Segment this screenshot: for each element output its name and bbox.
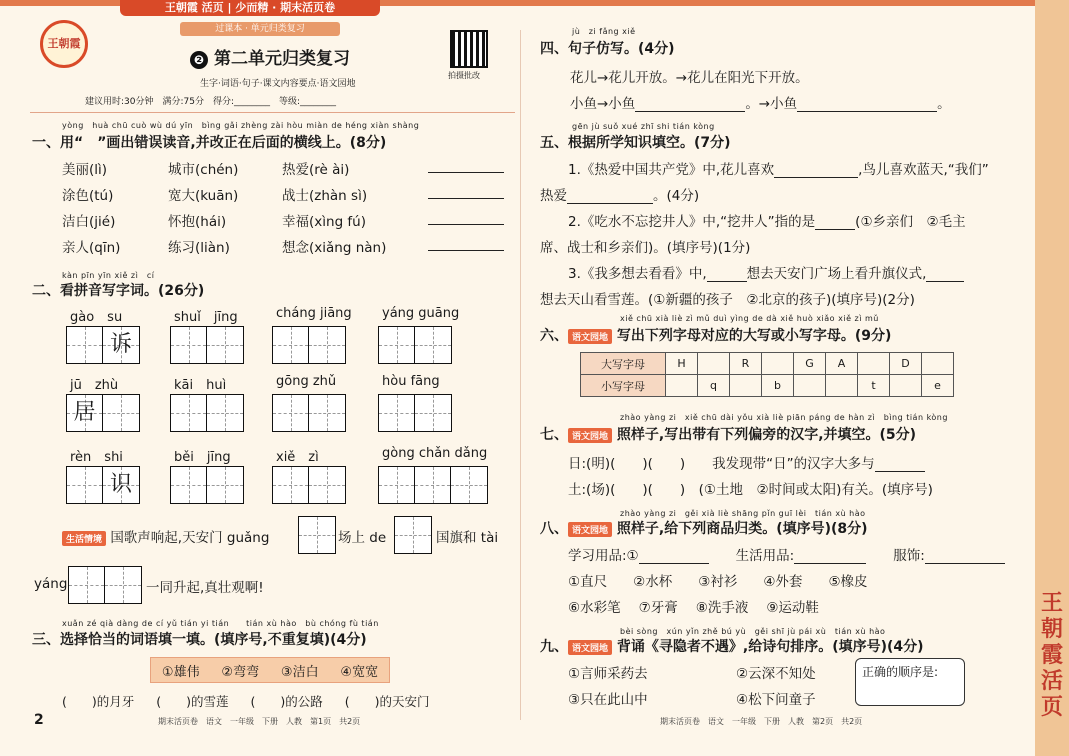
- writing-cell[interactable]: [171, 467, 207, 503]
- life-tag: 生活情境: [62, 531, 106, 546]
- writing-cell[interactable]: [379, 395, 415, 431]
- s5-q3-b: 想去天安门广场上看升旗仪式,: [746, 266, 927, 282]
- s1-item: 幸福(xìng fú): [282, 214, 366, 230]
- s1-item: 亲人(qīn): [62, 240, 121, 256]
- writing-cell[interactable]: [451, 467, 487, 503]
- s4-line2-b: 。→小鱼: [745, 96, 798, 112]
- writing-cell[interactable]: [273, 327, 309, 363]
- writing-box[interactable]: [170, 326, 244, 364]
- life-line-1: [62, 526, 269, 546]
- s7-r1: 日:(明)( )( ): [568, 456, 686, 472]
- answer-label: 正确的顺序是:: [862, 665, 939, 679]
- s3-blanks: [62, 692, 430, 710]
- s5-q3-line2: 想去天山看雪莲。(①新疆的孩子 ②北京的孩子)(填序号)(2分): [540, 292, 915, 308]
- s1-item: 练习(liàn): [168, 240, 230, 256]
- option-3: ③洁白: [280, 664, 319, 680]
- pinyin-label: hòu fāng: [382, 374, 440, 389]
- s9-title: 九、 语文园地 背诵《寻隐者不遇》,给诗句排序。(填序号)(4分): [540, 639, 924, 655]
- upper-letter-cell[interactable]: G: [794, 353, 826, 375]
- pinyin-label: běi jīng: [174, 450, 231, 465]
- writing-box[interactable]: [170, 466, 244, 504]
- poem-line-2: ②云深不知处: [736, 666, 816, 682]
- writing-cell[interactable]: [207, 467, 243, 503]
- s5-q2-line2: 席、战士和乡亲们)。(填序号)(1分): [540, 240, 751, 256]
- s1-item: 涂色(tú): [62, 188, 114, 204]
- lower-label: 小写字母: [581, 375, 666, 397]
- s4-title: 四、句子仿写。(4分): [540, 41, 675, 57]
- s4-blank-1[interactable]: [635, 111, 745, 112]
- s7-r1b: 我发现带“日”的汉字大多与: [712, 456, 875, 472]
- writing-box[interactable]: [378, 466, 488, 504]
- s1-item: 想念(xiǎng nàn): [282, 240, 387, 256]
- s2-title: 二、看拼音写字词。(26分): [32, 283, 205, 299]
- item-4: ④外套: [763, 574, 803, 590]
- writing-cell[interactable]: [103, 327, 139, 363]
- page-divider: [520, 30, 521, 720]
- s5-q1: [568, 158, 989, 178]
- blank-3[interactable]: ( )的公路: [250, 694, 323, 709]
- writing-cell[interactable]: [415, 467, 451, 503]
- writing-cell[interactable]: [171, 327, 207, 363]
- poem-line-3: ③只在此山中: [568, 692, 648, 708]
- pinyin-label: gòng chǎn dǎng: [382, 446, 488, 461]
- pinyin-label: gōng zhǔ: [276, 374, 337, 389]
- pinyin-label: kāi huì: [174, 378, 227, 393]
- writing-box[interactable]: [66, 326, 140, 364]
- page-title: [190, 44, 350, 69]
- page-number: 2: [34, 712, 44, 728]
- writing-cell[interactable]: [207, 327, 243, 363]
- writing-box[interactable]: [170, 394, 244, 432]
- top-banner: 王朝霞 活页 | 少而精 · 期末活页卷: [120, 0, 380, 16]
- right-strip: [1035, 0, 1069, 756]
- writing-box[interactable]: [378, 326, 452, 364]
- writing-cell[interactable]: [67, 395, 103, 431]
- s1-item: 洁白(jié): [62, 214, 116, 230]
- writing-cell[interactable]: [309, 395, 345, 431]
- s5-pinyin: gēn jù suǒ xué zhī shi tián kòng: [572, 122, 715, 131]
- writing-cell[interactable]: [67, 467, 103, 503]
- qr-caption: 拍摄批改: [448, 71, 480, 80]
- blank-2[interactable]: ( )的雪莲: [156, 694, 229, 709]
- life-box-1[interactable]: [298, 516, 336, 554]
- s5-q1-line2: [540, 184, 699, 204]
- poem-line-4: ④松下问童子: [736, 692, 816, 708]
- s1-answer-line[interactable]: [428, 250, 504, 251]
- s1-item: 城市(chén): [168, 162, 239, 178]
- s4-line2-a: 小鱼→小鱼: [570, 96, 636, 112]
- option-1: ①雄伟: [161, 664, 200, 680]
- s8-items-1: [568, 570, 868, 590]
- lower-letter-cell[interactable]: [890, 375, 922, 397]
- exam-meta: 建议用时:30分钟 满分:75分 得分:________ 等级:________: [85, 97, 337, 107]
- item-5: ⑤橡皮: [828, 574, 868, 590]
- s3-pinyin: xuǎn zé qià dàng de cí yǔ tián yi tián tián xù hào bù chóng fù tián: [62, 619, 379, 628]
- lower-letter-cell[interactable]: [730, 375, 762, 397]
- item-8: ⑧洗手液: [695, 600, 749, 616]
- unit-number: ❷: [190, 51, 208, 69]
- s5-q1-blank2[interactable]: [567, 203, 653, 204]
- upper-label: 大写字母: [581, 353, 666, 375]
- s6-pinyin: xiě chū xià liè zì mǔ duì yìng de dà xiě huò xiǎo xiě zì mǔ: [620, 314, 879, 323]
- writing-box[interactable]: [66, 466, 140, 504]
- upper-letter-cell[interactable]: [858, 353, 890, 375]
- writing-cell[interactable]: [309, 467, 345, 503]
- pinyin-label: xiě zì: [276, 450, 319, 465]
- s5-q1-b: ,鸟儿喜欢蓝天,“我们”: [858, 162, 989, 178]
- s4-line1: 花儿→花儿开放。→花儿在阳光下开放。: [570, 70, 809, 86]
- s5-q2-blank[interactable]: [815, 229, 855, 230]
- cat-study: 学习用品:①: [568, 548, 639, 564]
- writing-cell[interactable]: [171, 395, 207, 431]
- s8-pinyin: zhào yàng zi gěi xià liè shāng pǐn guī lèi tián xù hào: [620, 509, 866, 518]
- s6-title: 六、 语文园地 写出下列字母对应的大写或小写字母。(9分): [540, 328, 892, 344]
- blank-4[interactable]: ( )的天安门: [344, 694, 430, 709]
- publisher-logo: 王朝霞: [40, 20, 88, 68]
- lower-letter-cell[interactable]: b: [762, 375, 794, 397]
- cell-char: 诉: [109, 332, 132, 357]
- s1-item: 战士(zhàn sì): [282, 188, 368, 204]
- footer-right: 期末活页卷 语文 一年级 下册 人教 第2页 共2页: [660, 717, 863, 726]
- cell-char: 居: [73, 400, 96, 425]
- s1-pinyin: yòng huà chū cuò wù dú yīn bìng gǎi zhèng zài hòu miàn de héng xiàn shàng: [62, 121, 420, 130]
- pinyin-label: shuǐ jīng: [174, 310, 238, 325]
- writing-cell[interactable]: [103, 395, 139, 431]
- s5-q3-a: 3.《我多想去看看》中,: [568, 266, 707, 282]
- pinyin-label: jū zhù: [70, 378, 119, 393]
- blank-1[interactable]: ( )的月牙: [62, 694, 135, 709]
- option-2: ②弯弯: [221, 664, 260, 680]
- writing-cell[interactable]: [273, 395, 309, 431]
- s1-title: 一、用“ ”画出错误读音,并改正在后面的横线上。(8分): [32, 135, 387, 151]
- s1-answer-line[interactable]: [428, 224, 504, 225]
- writing-cell[interactable]: [103, 467, 139, 503]
- pinyin-label: yáng guāng: [382, 306, 460, 321]
- s5-q1-c: 热爱: [540, 188, 567, 204]
- answer-box[interactable]: [855, 658, 965, 706]
- writing-cell[interactable]: [207, 395, 243, 431]
- s5-q2-b: (①乡亲们 ②毛主: [855, 214, 966, 230]
- writing-cell[interactable]: [273, 467, 309, 503]
- life-text-b: 场上 de: [338, 530, 387, 546]
- letters-table: [580, 352, 954, 397]
- upper-letter-cell[interactable]: R: [730, 353, 762, 375]
- pinyin-label: rèn shi: [70, 450, 123, 465]
- s1-item: 美丽(lì): [62, 162, 108, 178]
- writing-box[interactable]: [272, 394, 346, 432]
- item-7: ⑦牙膏: [638, 600, 678, 616]
- item-2: ②水杯: [633, 574, 673, 590]
- s5-q3-blank2[interactable]: [926, 281, 964, 282]
- lower-letter-cell[interactable]: [826, 375, 858, 397]
- qr-code[interactable]: [450, 30, 488, 68]
- unit-subtitle: 生字·词语·句子·课文内容要点·语文园地: [200, 79, 356, 89]
- life-text-a: 国歌声响起,天安门 guǎng: [110, 530, 270, 546]
- s7-blank[interactable]: [875, 471, 925, 472]
- cat-life-blank[interactable]: [794, 563, 866, 564]
- lower-letter-cell[interactable]: e: [922, 375, 954, 397]
- s5-q3-blank1[interactable]: [707, 281, 747, 282]
- item-9: ⑨运动鞋: [766, 600, 819, 616]
- life-text-c: 国旗和 tài: [436, 530, 499, 546]
- writing-cell[interactable]: [415, 395, 451, 431]
- life-text-e: 一同升起,真壮观啊!: [146, 580, 264, 596]
- pinyin-label: gào su: [70, 310, 123, 325]
- s5-q1-d: 。(4分): [653, 188, 700, 204]
- unit-title-text: 第二单元归类复习: [214, 49, 350, 69]
- life-box-2[interactable]: [394, 516, 432, 554]
- s4-line2-c: 。: [937, 96, 951, 112]
- s8-title: 八、 语文园地 照样子,给下列商品归类。(填序号)(8分): [540, 521, 868, 537]
- word-options: [150, 657, 390, 683]
- s8-cats: [568, 544, 1005, 564]
- s7-row1: [568, 452, 925, 472]
- s4-line2: [570, 92, 951, 112]
- s5-q2-a: 2.《吃水不忘挖井人》中,“挖井人”指的是: [568, 214, 816, 230]
- s8-tag: 语文园地: [568, 522, 612, 537]
- option-4: ④宽宽: [340, 664, 379, 680]
- cell-char: 识: [109, 472, 132, 497]
- item-3: ③衬衫: [698, 574, 738, 590]
- s3-title: 三、选择恰当的词语填一填。(填序号,不重复填)(4分): [32, 632, 367, 648]
- upper-letter-cell[interactable]: [698, 353, 730, 375]
- cat-clothing-blank[interactable]: [925, 563, 1005, 564]
- lower-letter-cell[interactable]: t: [858, 375, 890, 397]
- subtitle-bar: 过课本 · 单元归类复习: [180, 22, 340, 36]
- writing-cell[interactable]: [379, 467, 415, 503]
- s9-pinyin: bèi sòng xún yǐn zhě bú yù gěi shī jù pái xù tián xù hào: [620, 627, 886, 636]
- cat-clothing: 服饰:: [893, 548, 925, 564]
- life-text-d: yáng: [34, 576, 68, 592]
- upper-letter-cell[interactable]: A: [826, 353, 858, 375]
- s7-pinyin: zhào yàng zi xiě chū dài yǒu xià liè piān páng de hàn zì bìng tián kòng: [620, 413, 948, 422]
- upper-letter-cell[interactable]: [762, 353, 794, 375]
- s1-item: 热爱(rè ài): [282, 162, 350, 178]
- lower-letter-cell[interactable]: q: [698, 375, 730, 397]
- s7-title: 七、 语文园地 照样子,写出带有下列偏旁的汉字,并填空。(5分): [540, 427, 917, 443]
- s5-q1-a: 1.《热爱中国共产党》中,花儿喜欢: [568, 162, 775, 178]
- cat-life: 生活用品:: [735, 548, 795, 564]
- upper-letter-cell[interactable]: H: [666, 353, 698, 375]
- item-1: ①直尺: [568, 574, 608, 590]
- s7-r2: 土:(场)( )( ): [568, 482, 686, 498]
- lower-letter-cell[interactable]: [794, 375, 826, 397]
- s4-pinyin: jù zi fǎng xiě: [572, 27, 636, 36]
- upper-letter-cell[interactable]: D: [890, 353, 922, 375]
- s7-row2: [568, 478, 933, 498]
- divider: [30, 112, 515, 113]
- item-6: ⑥水彩笔: [568, 600, 621, 616]
- s1-item: 宽大(kuān): [168, 188, 239, 204]
- writing-cell[interactable]: [415, 327, 451, 363]
- lower-letter-cell[interactable]: [666, 375, 698, 397]
- writing-box[interactable]: [272, 466, 346, 504]
- s7-tag: 语文园地: [568, 428, 612, 443]
- writing-cell[interactable]: [309, 327, 345, 363]
- life-box-3[interactable]: [68, 566, 142, 604]
- s1-item: 怀抱(hái): [168, 214, 227, 230]
- upper-letter-cell[interactable]: [922, 353, 954, 375]
- poem-line-1: ①言师采药去: [568, 666, 648, 682]
- writing-box[interactable]: [66, 394, 140, 432]
- s1-answer-line[interactable]: [428, 198, 504, 199]
- writing-box[interactable]: [272, 326, 346, 364]
- s7-r2b: (①土地 ②时间或太阳)有关。(填序号): [698, 482, 933, 498]
- s6-tag: 语文园地: [568, 329, 612, 344]
- s9-tag: 语文园地: [568, 640, 612, 655]
- cat-study-blank[interactable]: [639, 563, 709, 564]
- s1-answer-line[interactable]: [428, 172, 504, 173]
- s8-items-2: [568, 596, 819, 616]
- writing-cell[interactable]: [67, 327, 103, 363]
- pinyin-label: cháng jiāng: [276, 306, 352, 321]
- s5-title: 五、根据所学知识填空。(7分): [540, 135, 731, 151]
- s4-blank-2[interactable]: [797, 111, 937, 112]
- footer-left: 期末活页卷 语文 一年级 下册 人教 第1页 共2页: [158, 717, 361, 726]
- s5-q1-blank[interactable]: [774, 177, 858, 178]
- writing-box[interactable]: [378, 394, 452, 432]
- writing-cell[interactable]: [379, 327, 415, 363]
- brand-logo: 王朝霞活页: [1040, 590, 1063, 720]
- s5-q3: [568, 262, 964, 282]
- s5-q2: [568, 210, 966, 230]
- s2-pinyin: kàn pīn yīn xiě zì cí: [62, 271, 155, 280]
